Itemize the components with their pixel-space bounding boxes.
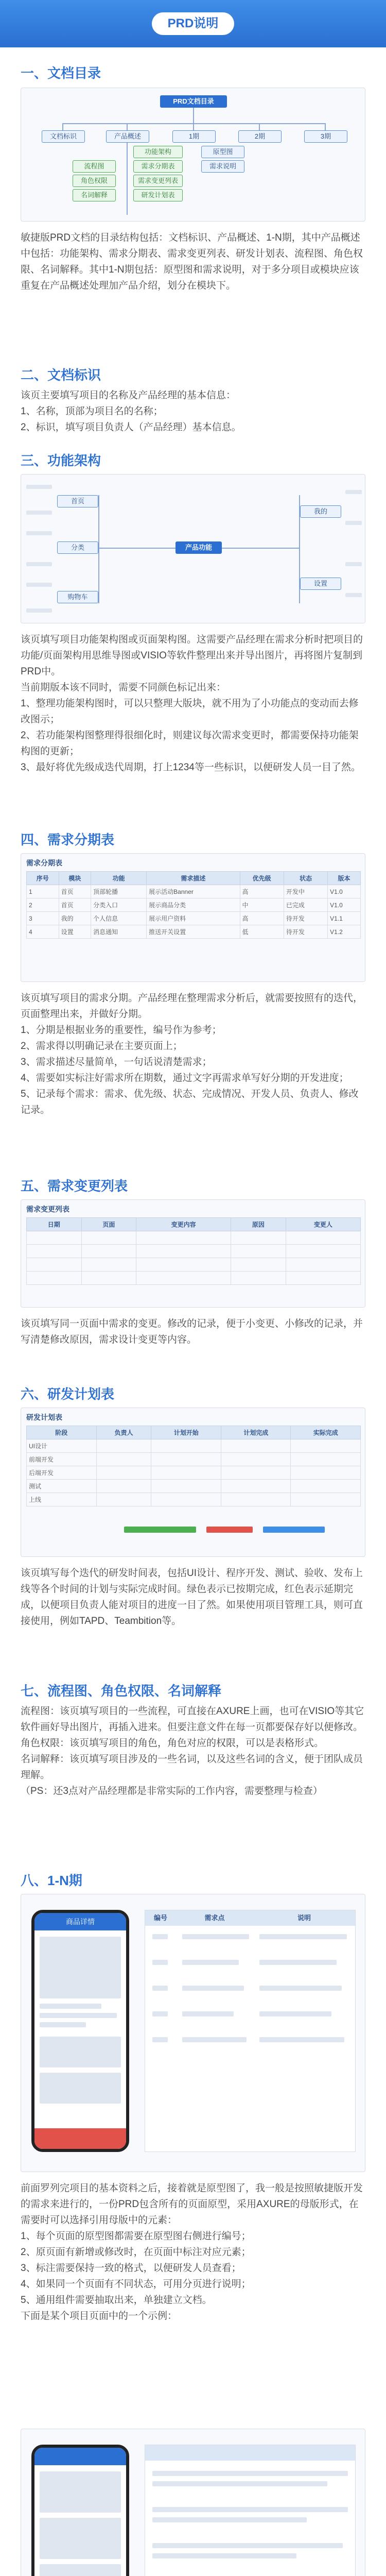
table-cell — [96, 1439, 151, 1453]
table-cell — [231, 1245, 286, 1258]
table-cell: 首页 — [59, 899, 91, 912]
table-header-cell: 状态 — [284, 872, 327, 885]
table-header-cell: 序号 — [27, 872, 59, 885]
mindmap-node: 3期 — [304, 130, 347, 143]
table-cell — [151, 1480, 221, 1493]
table-cell — [96, 1453, 151, 1466]
table-cell — [221, 1453, 291, 1466]
catalog-mindmap — [21, 88, 365, 222]
table-cell: 高 — [240, 885, 284, 899]
table-cell — [81, 1245, 136, 1258]
table-cell: V1.0 — [328, 899, 361, 912]
section-title-dev-plan: 六、研发计划表 — [21, 1386, 115, 1402]
table-row — [27, 1272, 361, 1285]
page-header — [0, 0, 386, 47]
table-cell: 顶部轮播 — [91, 885, 147, 899]
mindmap-leaf: 研发计划表 — [133, 189, 183, 201]
table-header-cell: 日期 — [27, 1218, 82, 1231]
table-cell — [291, 1480, 361, 1493]
table-caption: 研发计划表 — [26, 1413, 62, 1421]
table-caption: 需求变更列表 — [26, 1205, 69, 1213]
table-cell — [96, 1480, 151, 1493]
section-body-changes: 该页填写同一页面中需求的变更。修改的记录，便于小变更、小修改的记录，并写清楚修改原因，需求设计变更等内容。 — [21, 1318, 363, 1345]
table-cell: 2 — [27, 899, 59, 912]
section-body-flow: 流程图：该页填写项目的一些流程，可直接在AXURE上画，也可在VISIO等其它软件画好导出图片，再插入进来。但要注意文件在每一页都要保存好以便修改。 角色权限：该页填写项目的角色，角色对应的权限，可以是表格形式。 名词解释：该页填写项目涉及的一些名词，以及这些名词的含义，便于团队成员理解。 （PS：还3点对产品经理都是非常实际的工作内容，需要整理与检查） — [21, 1706, 364, 1797]
table-cell — [286, 1272, 360, 1285]
table-cell: 上线 — [27, 1493, 97, 1506]
table-cell — [136, 1231, 231, 1245]
table-cell — [96, 1466, 151, 1480]
arch-root: 产品功能 — [176, 541, 222, 554]
table-cell: 消息通知 — [91, 925, 147, 939]
mindmap-leaf: 功能架构 — [133, 146, 183, 158]
table-row — [27, 1258, 361, 1272]
table-cell: 已完成 — [284, 899, 327, 912]
section-title-catalog: 一、文档目录 — [21, 65, 101, 81]
table-row — [27, 1245, 361, 1258]
table-cell: 待开发 — [284, 925, 327, 939]
table-cell: 我的 — [59, 912, 91, 925]
table-cell: 展示用户资料 — [147, 912, 240, 925]
section-body-architecture: 该页填写项目功能架构图或页面架构图。这需要产品经理在需求分析时把项目的功能/页面架构用思维导图或VISIO等软件整理出来并导出图片，再将图片复制到PRD中。 当前期版本该不同时，需要不同颜色标记出来： 1、整理功能架构图时，可以只整理大版块，就不用为了小功能点的变动而去修改图示； 2、若功能架构图整理得很细化时，则建议每次需求变更时，都需要保持功能架构图的更新； 3、最好将优先级成迭代周期，打上1234等一些标识，以便研发人员一目了然。 — [21, 634, 363, 773]
table-header-cell: 版本 — [328, 872, 361, 885]
table-cell — [151, 1439, 221, 1453]
table-cell — [136, 1272, 231, 1285]
section-title-flow: 七、流程图、角色权限、名词解释 — [21, 1683, 222, 1699]
plan-bar-on-time — [124, 1527, 196, 1533]
table-header-cell: 原因 — [231, 1218, 286, 1231]
dev-plan-table — [26, 1426, 361, 1506]
section-body-iterations: 前面罗列完项目的基本资料之后，接着就是原型图了，我一般是按照敏捷版开发的需求来进行的，一份PRD包含所有的页面原型，采用AXURE的母版形式，在需要时可以选择引用母版中的元素： 1、每个页面的原型图都需要在原型图右侧进行编号； 2、原页面有新增或修改时，在页面中标注对应元素； 3、标注需要保持一致的格式，以便研发人员查看； 4、如果同一个页面有不同状态，可用分页进行说明； 5、通用组件需要抽取出来，单独建立文档。 下面是某个项目页面中的一个示例： — [21, 2183, 363, 2321]
table-cell — [286, 1258, 360, 1272]
phase-table-figure — [21, 853, 365, 982]
arch-branch: 设置 — [300, 578, 341, 590]
table-cell — [27, 1245, 82, 1258]
table-cell: 前端开发 — [27, 1453, 97, 1466]
spec-panel — [145, 1910, 356, 2152]
phone-mockup — [31, 1910, 129, 2152]
spec-col-header: 说明 — [297, 1914, 311, 1922]
phone-title: 商品详情 — [34, 1913, 126, 1930]
table-row — [27, 1493, 361, 1506]
table-header-cell: 变更人 — [286, 1218, 360, 1231]
table-row — [27, 899, 361, 912]
table-cell: 后端开发 — [27, 1466, 97, 1480]
section-body-dev-plan: 该页填写每个迭代的研发时间表，包括UI设计、程序开发、测试、验收、发布上线等各个时间的计划与实际完成时间。绿色表示已按期完成，红色表示延期完成，以便项目负责人能对项目的进度一目了然。如果使用项目管理工具，则可直接使用，例如TAPD、Teambition等。 — [21, 1568, 363, 1626]
table-header-cell: 实际完成 — [291, 1426, 361, 1439]
table-cell: V1.2 — [328, 925, 361, 939]
table-cell: 展示商品分类 — [147, 899, 240, 912]
arch-branch: 分类 — [57, 541, 98, 554]
mindmap-node: 文档标识 — [42, 130, 85, 143]
table-cell: 3 — [27, 912, 59, 925]
table-cell: V1.1 — [328, 912, 361, 925]
table-row — [27, 885, 361, 899]
table-cell — [136, 1258, 231, 1272]
arch-branch: 首页 — [57, 495, 98, 507]
plan-bar-planned — [263, 1527, 325, 1533]
spec-col-header: 需求点 — [204, 1914, 225, 1922]
table-cell — [81, 1258, 136, 1272]
table-cell: 首页 — [59, 885, 91, 899]
spec-panel — [145, 2445, 356, 2576]
page-title: PRD说明 — [152, 12, 234, 35]
section-body-catalog: 敏捷版PRD文档的目录结构包括：文档标识、产品概述、1-N期，其中产品概述中包括：功能架构、需求分期表、需求变更列表、研发计划表、流程图、角色权限、名词解释。其中1-N期包括：原型图和需求说明，对于多分项目或模块应该重复在产品概述处理加产品介绍，划分在模块下。 — [21, 232, 363, 291]
mindmap-leaf: 原型图 — [201, 146, 244, 158]
table-cell: 推送开关设置 — [147, 925, 240, 939]
section-title-iterations: 八、1-N期 — [21, 1873, 82, 1888]
table-header-cell: 模块 — [59, 872, 91, 885]
table-row — [27, 925, 361, 939]
table-cell: 展示活动Banner — [147, 885, 240, 899]
mindmap-leaf: 需求说明 — [201, 160, 244, 173]
table-cell: 高 — [240, 912, 284, 925]
mindmap-leaf: 流程图 — [73, 160, 116, 173]
table-cell — [151, 1493, 221, 1506]
mindmap-node: 2期 — [238, 130, 282, 143]
table-cell — [27, 1272, 82, 1285]
table-cell — [221, 1480, 291, 1493]
section-title-architecture: 三、功能架构 — [21, 453, 101, 468]
table-cell: 设置 — [59, 925, 91, 939]
spec-col-header: 编号 — [153, 1914, 167, 1922]
change-table-figure — [21, 1199, 365, 1308]
table-caption: 需求分期表 — [26, 859, 62, 867]
table-header-cell: 页面 — [81, 1218, 136, 1231]
table-cell — [151, 1466, 221, 1480]
table-cell: 1 — [27, 885, 59, 899]
table-row — [27, 1480, 361, 1493]
table-row — [27, 1439, 361, 1453]
mindmap-root: PRD文档目录 — [160, 95, 227, 108]
architecture-diagram — [21, 474, 365, 623]
table-cell: V1.0 — [328, 885, 361, 899]
table-header-cell: 阶段 — [27, 1426, 97, 1439]
table-header-cell: 变更内容 — [136, 1218, 231, 1231]
table-header-cell: 负责人 — [96, 1426, 151, 1439]
table-header-cell: 需求描述 — [147, 872, 240, 885]
phone-mockup — [31, 2445, 129, 2576]
table-cell — [231, 1272, 286, 1285]
mindmap-leaf: 需求分期表 — [133, 160, 183, 173]
section-body-phases: 该页填写项目的需求分期。产品经理在整理需求分析后，就需要按照有的迭代，页面整理出来，并做好分期。 1、分期是根据业务的重要性，编号作为参考； 2、需求得以明确记录在主要页面上； 3、需求描述尽量简单，一句话说清楚需求； 4、需要如实标注好需求所在期数，通过文字再需求单写好分期的开发进度； 5、记录每个需求：需求、优先级、状态、完成情况、开发人员、负责人、修改记录。 — [21, 993, 363, 1115]
table-cell: 低 — [240, 925, 284, 939]
table-cell — [221, 1439, 291, 1453]
table-row — [27, 1231, 361, 1245]
table-cell — [286, 1245, 360, 1258]
phase-table — [26, 871, 361, 939]
arch-branch: 购物车 — [57, 591, 98, 603]
table-cell: 待开发 — [284, 912, 327, 925]
table-cell — [27, 1231, 82, 1245]
table-cell — [291, 1466, 361, 1480]
table-cell: 测试 — [27, 1480, 97, 1493]
table-cell — [231, 1231, 286, 1245]
table-header-cell: 计划开始 — [151, 1426, 221, 1439]
mindmap-node: 产品概述 — [106, 130, 149, 143]
mindmap-leaf: 名词解释 — [73, 189, 116, 201]
table-row — [27, 912, 361, 925]
table-cell — [221, 1466, 291, 1480]
table-cell: UI设计 — [27, 1439, 97, 1453]
table-header-cell: 计划完成 — [221, 1426, 291, 1439]
table-header-cell: 功能 — [91, 872, 147, 885]
table-cell — [291, 1493, 361, 1506]
section-body-identity: 该页主要填写项目的名称及产品经理的基本信息： 1、名称，顶部为项目名的名称； 2、标识，填写项目负责人（产品经理）基本信息。 — [21, 390, 241, 433]
table-cell: 中 — [240, 899, 284, 912]
table-cell — [286, 1231, 360, 1245]
prototype-figure — [21, 1894, 365, 2172]
table-cell: 分类入口 — [91, 899, 147, 912]
table-cell: 个人信息 — [91, 912, 147, 925]
mindmap-node: 1期 — [172, 130, 216, 143]
section-title-changes: 五、需求变更列表 — [21, 1178, 128, 1194]
section-title-phases: 四、需求分期表 — [21, 832, 115, 848]
change-table — [26, 1217, 361, 1285]
table-cell — [221, 1493, 291, 1506]
mindmap-leaf: 角色权限 — [73, 175, 116, 187]
table-cell — [27, 1258, 82, 1272]
prototype-figure-2 — [21, 2429, 365, 2576]
section-title-identity: 二、文档标识 — [21, 367, 101, 383]
table-header-cell: 优先级 — [240, 872, 284, 885]
table-cell: 开发中 — [284, 885, 327, 899]
table-row — [27, 1453, 361, 1466]
dev-plan-figure — [21, 1408, 365, 1557]
table-cell: 4 — [27, 925, 59, 939]
table-cell — [291, 1453, 361, 1466]
mindmap-leaf: 需求变更列表 — [133, 175, 183, 187]
table-cell — [96, 1493, 151, 1506]
table-cell — [81, 1272, 136, 1285]
table-cell — [151, 1453, 221, 1466]
table-cell — [136, 1245, 231, 1258]
table-cell — [291, 1439, 361, 1453]
arch-branch: 我的 — [300, 505, 341, 518]
table-cell — [231, 1258, 286, 1272]
table-cell — [81, 1231, 136, 1245]
table-row — [27, 1466, 361, 1480]
plan-bar-delayed — [206, 1527, 253, 1533]
